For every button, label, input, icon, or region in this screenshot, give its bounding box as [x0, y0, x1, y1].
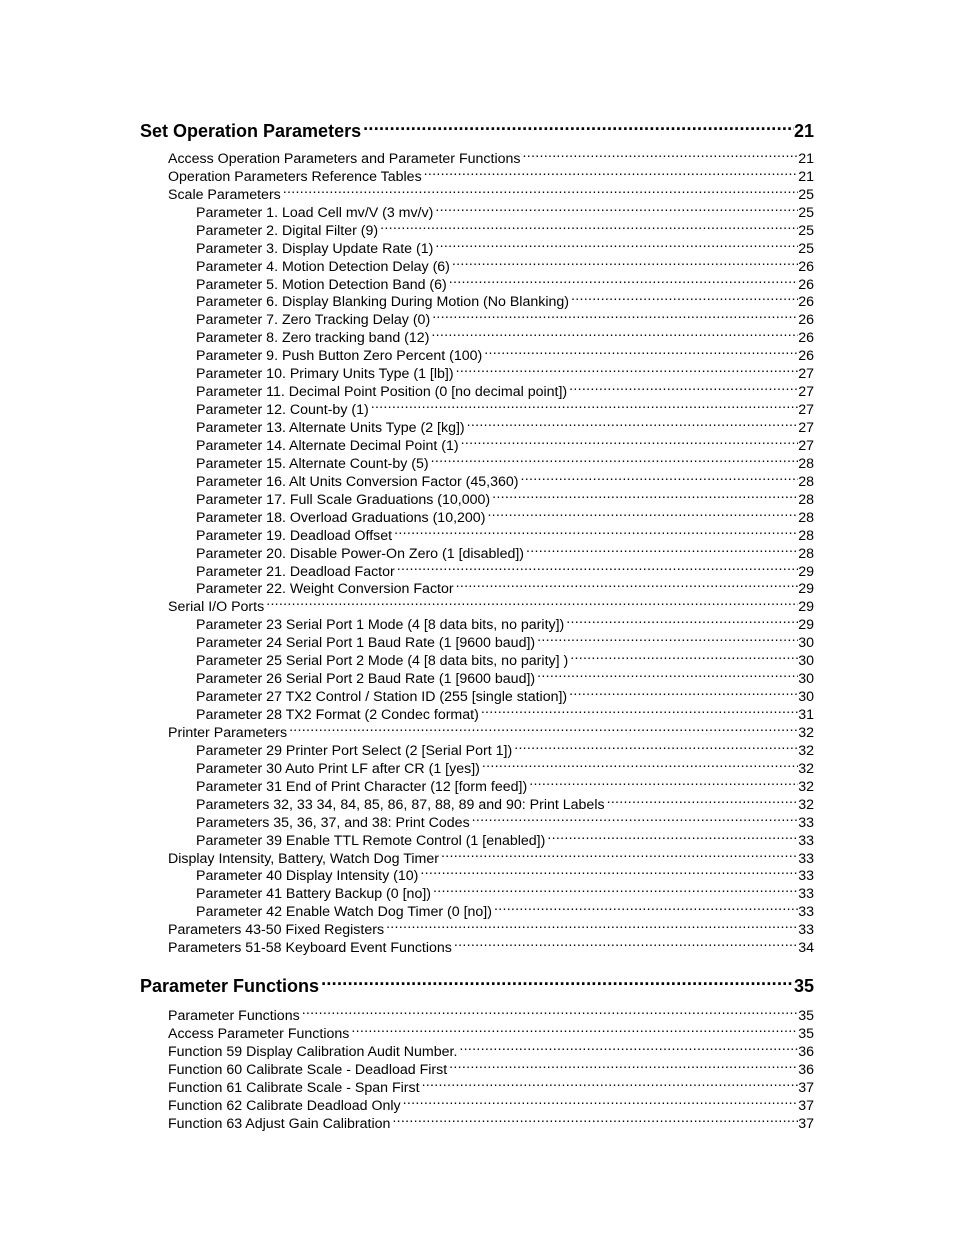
entry-label: Parameter 24 Serial Port 1 Baud Rate (1 [9600 baud]): [196, 635, 536, 652]
dot-leader: [512, 737, 798, 755]
entry-page-number: 30: [798, 635, 814, 652]
entry-page-number: 31: [798, 707, 814, 723]
dot-leader: [281, 181, 798, 199]
dot-leader: [519, 468, 799, 486]
entry-label: Parameter 3. Display Update Rate (1): [196, 240, 434, 257]
entry-label: Parameter 29 Printer Port Select (2 [Serial Port 1]): [196, 742, 513, 759]
dot-leader: [521, 145, 799, 163]
entry-label: Function 62 Calibrate Deadload Only: [168, 1097, 401, 1114]
dot-leader: [447, 1056, 798, 1074]
entry-label: Parameter 27 TX2 Control / Station ID (255 [single station]): [196, 689, 568, 706]
toc-section: [140, 111, 814, 957]
dot-leader: [482, 342, 798, 360]
entry-label: Parameter 10. Primary Units Type (1 [lb]): [196, 366, 454, 383]
dot-leader: [567, 378, 798, 396]
entry-label: Scale Parameters: [168, 186, 281, 203]
entry-page-number: 25: [798, 240, 814, 257]
entry-page-number: 28: [798, 527, 814, 544]
entry-page-number: 28: [798, 473, 814, 490]
entry-page-number: 26: [798, 258, 814, 275]
dot-leader: [452, 934, 798, 952]
dot-leader: [605, 791, 799, 809]
dot-leader: [564, 611, 798, 629]
toc-subentry[interactable]: [196, 611, 814, 634]
entry-label: Parameter 19. Deadload Offset: [196, 527, 393, 544]
entry-page-number: 29: [798, 563, 814, 580]
toc-entry[interactable]: [168, 1002, 814, 1025]
toc-section-heading[interactable]: [140, 966, 814, 997]
entry-page-number: 32: [798, 796, 814, 813]
entry-page-number: 29: [798, 581, 814, 598]
entry-page-number: 26: [798, 294, 814, 311]
dot-leader: [300, 1002, 799, 1020]
entry-label: Parameter 31 End of Print Character (12 [form feed]): [196, 778, 528, 795]
dot-leader: [569, 289, 798, 307]
dot-leader: [524, 540, 798, 558]
entry-label: Parameter 40 Display Intensity (10): [196, 868, 419, 885]
section-title: Parameter Functions: [140, 976, 320, 997]
entry-page-number: 27: [798, 402, 814, 419]
entry-page-number: 27: [798, 437, 814, 454]
entry-label: Parameter 12. Count-by (1): [196, 402, 369, 419]
section-page-number: 35: [793, 976, 814, 997]
toc-section-heading[interactable]: [140, 111, 814, 141]
entry-label: Function 60 Calibrate Scale - Deadload First: [168, 1061, 448, 1078]
dot-leader: [480, 755, 798, 773]
toc-section: [140, 966, 814, 1132]
dot-leader: [384, 916, 798, 934]
entry-label: Parameter 5. Motion Detection Band (6): [196, 276, 447, 293]
entry-page-number: 28: [798, 545, 814, 562]
entry-label: Parameter 28 TX2 Format (2 Condec format): [196, 707, 479, 723]
dot-leader: [454, 360, 799, 378]
entry-label: Parameter 18. Overload Graduations (10,200): [196, 509, 486, 526]
entry-page-number: 25: [798, 186, 814, 203]
entry-page-number: 30: [798, 653, 814, 670]
entry-label: Parameter 11. Decimal Point Position (0 [no decimal point]): [196, 384, 568, 401]
entry-page-number: 37: [798, 1097, 814, 1114]
entry-page-number: 28: [798, 491, 814, 508]
dot-leader: [264, 593, 798, 611]
dot-leader: [479, 701, 798, 719]
entry-label: Function 63 Adjust Gain Calibration: [168, 1115, 391, 1132]
entry-page-number: 27: [798, 366, 814, 383]
entry-page-number: 33: [798, 868, 814, 885]
dot-leader: [401, 1092, 799, 1110]
dot-leader: [433, 235, 798, 253]
dot-leader: [459, 432, 799, 450]
entry-label: Parameter 26 Serial Port 2 Baud Rate (1 [9600 baud]): [196, 671, 536, 688]
dot-leader: [422, 163, 799, 181]
entry-page-number: 21: [798, 150, 814, 167]
entry-page-number: 33: [798, 922, 814, 939]
entry-page-number: 30: [798, 689, 814, 706]
entry-label: Parameter 9. Push Button Zero Percent (100): [196, 348, 483, 365]
entry-page-number: 36: [798, 1061, 814, 1078]
entry-label: Parameter 1. Load Cell mv/V (3 mv/v): [196, 204, 434, 221]
dot-leader: [527, 773, 798, 791]
section-page-number: 21: [793, 121, 814, 141]
dot-leader: [490, 486, 798, 504]
dot-leader: [429, 324, 798, 342]
table-of-contents: [140, 111, 814, 1132]
entry-page-number: 26: [798, 276, 814, 293]
entry-label: Parameter 4. Motion Detection Delay (6): [196, 258, 450, 275]
entry-label: Parameter 6. Display Blanking During Motion (No Blanking): [196, 294, 569, 311]
entry-page-number: 32: [798, 778, 814, 795]
dot-leader: [447, 271, 798, 289]
entry-page-number: 27: [798, 420, 814, 436]
entry-page-number: 28: [798, 509, 814, 526]
entry-label: Display Intensity, Battery, Watch Dog Timer: [168, 850, 439, 867]
entry-label: Function 59 Display Calibration Audit Number.: [168, 1044, 458, 1060]
entry-page-number: 26: [798, 348, 814, 365]
toc-subentry[interactable]: [196, 737, 814, 759]
dot-leader: [287, 719, 798, 737]
dot-leader: [535, 665, 798, 683]
entry-label: Serial I/O Ports: [168, 599, 265, 616]
dot-leader: [457, 1038, 798, 1056]
dot-leader: [470, 809, 799, 827]
entry-label: Parameter 20. Disable Power-On Zero (1 [disabled]): [196, 545, 525, 562]
entry-page-number: 37: [798, 1079, 814, 1096]
entry-label: Parameters 43-50 Fixed Registers: [168, 922, 385, 939]
entry-label: Parameter 2. Digital Filter (9): [196, 222, 379, 239]
entry-label: Parameter 39 Enable TTL Remote Control (1 [enabled]): [196, 832, 546, 849]
entry-label: Parameter Functions: [168, 1008, 300, 1025]
entry-page-number: 33: [798, 832, 814, 849]
entry-page-number: 26: [798, 330, 814, 347]
toc-entry[interactable]: [168, 145, 814, 167]
entry-label: Parameters 32, 33 34, 84, 85, 86, 87, 88, 89 and 90: Print Labels: [196, 796, 605, 813]
dot-leader: [349, 1020, 798, 1038]
toc-entry[interactable]: [168, 593, 814, 616]
dot-leader: [429, 450, 799, 468]
dot-leader: [433, 199, 798, 217]
entry-label: Access Parameter Functions: [168, 1026, 350, 1043]
entry-label: Function 61 Calibrate Scale - Span First: [168, 1079, 420, 1096]
entry-page-number: 30: [798, 671, 814, 688]
entry-label: Parameters 51-58 Keyboard Event Functions: [168, 940, 452, 957]
entry-label: Parameter 7. Zero Tracking Delay (0): [196, 312, 431, 329]
entry-page-number: 34: [798, 940, 814, 957]
dot-leader: [485, 504, 798, 522]
entry-label: Parameter 23 Serial Port 1 Mode (4 [8 data bits, no parity]): [196, 617, 565, 634]
entry-page-number: 25: [798, 222, 814, 239]
entry-page-number: 33: [798, 886, 814, 903]
entry-label: Parameter 17. Full Scale Graduations (10,000): [196, 491, 491, 508]
section-title: Set Operation Parameters: [140, 121, 362, 141]
dot-leader: [361, 111, 794, 137]
dot-leader: [465, 414, 799, 432]
entry-page-number: 37: [798, 1115, 814, 1132]
toc-subentry[interactable]: [196, 199, 814, 221]
entry-label: Printer Parameters: [168, 724, 288, 741]
entry-page-number: 33: [798, 814, 814, 831]
entry-page-number: 27: [798, 384, 814, 401]
dot-leader: [378, 217, 798, 235]
entry-label: Parameter 15. Alternate Count-by (5): [196, 455, 429, 472]
entry-page-number: 29: [798, 617, 814, 634]
entry-label: Parameter 14. Alternate Decimal Point (1): [196, 437, 459, 454]
entry-label: Access Operation Parameters and Parameter Functions: [168, 150, 521, 167]
entry-page-number: 35: [798, 1008, 814, 1025]
dot-leader: [369, 396, 799, 414]
dot-leader: [430, 306, 798, 324]
entry-label: Parameter 8. Zero tracking band (12): [196, 330, 430, 347]
dot-leader: [392, 522, 798, 540]
dot-leader: [395, 558, 798, 576]
dot-leader: [454, 576, 799, 594]
entry-label: Parameter 42 Enable Watch Dog Timer (0 [no]): [196, 904, 492, 921]
entry-page-number: 32: [798, 742, 814, 759]
dot-leader: [545, 827, 798, 845]
dot-leader: [567, 683, 798, 701]
entry-page-number: 28: [798, 455, 814, 472]
entry-page-number: 26: [798, 312, 814, 329]
entry-label: Parameters 35, 36, 37, and 38: Print Codes: [196, 814, 470, 831]
entry-page-number: 29: [798, 599, 814, 616]
dot-leader: [418, 863, 798, 881]
dot-leader: [319, 966, 794, 992]
entry-page-number: 36: [798, 1044, 814, 1060]
dot-leader: [390, 1110, 798, 1128]
entry-page-number: 21: [798, 168, 814, 185]
dot-leader: [568, 647, 798, 665]
entry-page-number: 33: [798, 850, 814, 867]
dot-leader: [431, 880, 798, 898]
entry-label: Parameter 30 Auto Print LF after CR (1 [yes]): [196, 760, 480, 777]
entry-page-number: 25: [798, 204, 814, 221]
entry-label: Parameter 22. Weight Conversion Factor: [196, 581, 454, 598]
dot-leader: [492, 898, 798, 916]
dot-leader: [439, 845, 798, 863]
dot-leader: [450, 253, 798, 271]
entry-page-number: 32: [798, 724, 814, 741]
entry-page-number: 32: [798, 760, 814, 777]
entry-label: Operation Parameters Reference Tables: [168, 168, 422, 185]
dot-leader: [420, 1074, 799, 1092]
dot-leader: [535, 629, 798, 647]
entry-label: Parameter 13. Alternate Units Type (2 [kg]): [196, 420, 465, 436]
entry-label: Parameter 16. Alt Units Conversion Factor (45,360): [196, 473, 519, 490]
entry-label: Parameter 21. Deadload Factor: [196, 563, 395, 580]
entry-label: Parameter 41 Battery Backup (0 [no]): [196, 886, 431, 903]
entry-page-number: 33: [798, 904, 814, 921]
entry-page-number: 35: [798, 1026, 814, 1043]
entry-label: Parameter 25 Serial Port 2 Mode (4 [8 data bits, no parity] ): [196, 653, 569, 670]
